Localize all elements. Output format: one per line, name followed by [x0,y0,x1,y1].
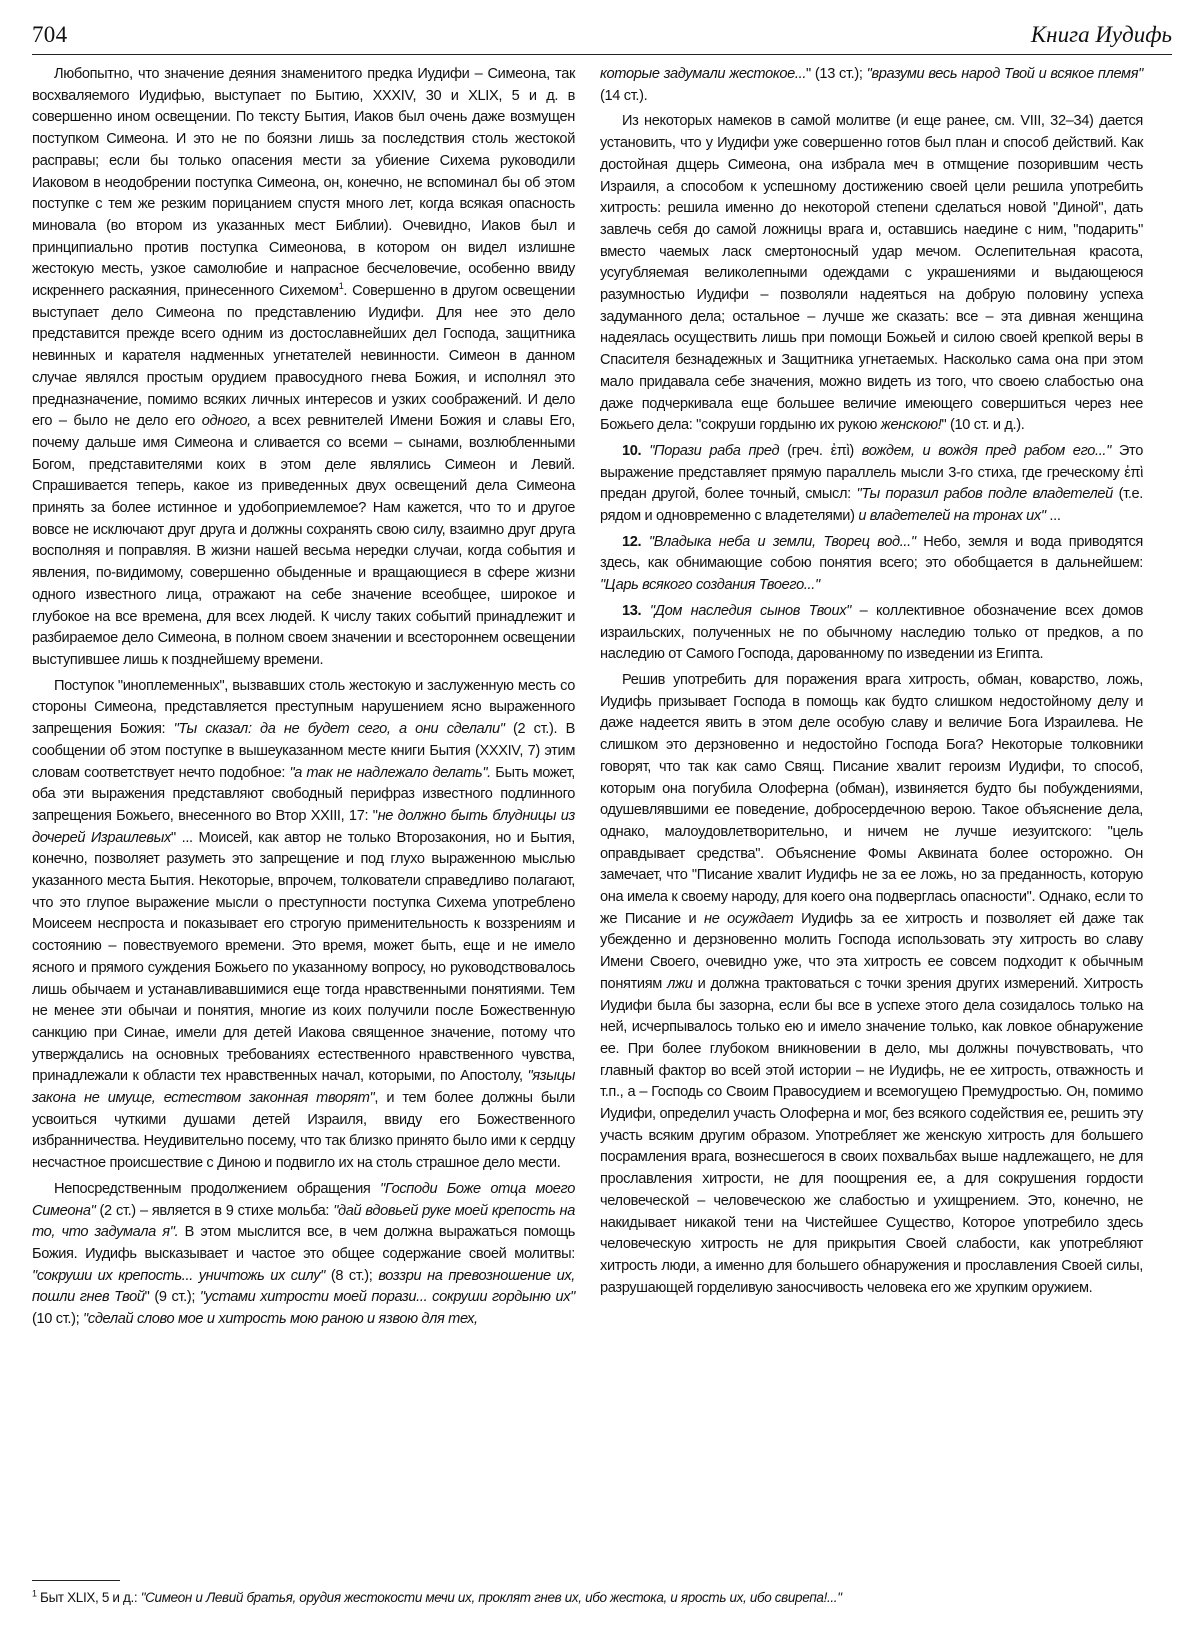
running-title: Книга Иудифь [1030,22,1172,47]
right-column [600,64,1143,1299]
page-number: 704 [32,22,68,47]
footnote-quote: "Симеон и Левий братья, орудия жестокости мечи их, проклят гнев их, ибо жестока, и ярость их, ибо свирепа!..." [140,1590,842,1605]
verse-commentary: 13. "Дом наследия сынов Твоих" – коллективное обозначение всех домов израильских, полученных не по обычному наследию только от предков, а по наследию от Самого Господа, дарованному по изведении из Египта. [600,602,1143,663]
paragraph: которые задумали жестокое..." (13 ст.); "вразуми весь народ Твой и всякое племя" (14 ст.). [600,66,1143,104]
footnote: $^1$ Быт XLIX, 5 и д.: "Симеон и Левий братья, орудия жестокости мечи их, проклят гнев их, ибо жестока, и ярость их, ибо свирепа!..." [32,1588,842,1605]
paragraph: Любопытно, что значение деяния знаменитого предка Иудифи – Симеона, так восхваляемого Иудифью, выступает по Бытию, XXXIV, 30 и XLIX, 5 и д. в совершенно ином освещении. По тексту Бытия, Иаков был очень даже возмущен поступком Симеона. И это не по боязни лишь за последствия столь жестокой расправы; если бы только опасения мести за убиение Сихема руководили Иаковом в неодобрении поступка Симеона, он, конечно, не вспоминал бы об этом поступке с тем же резким порицанием спустя много лет, когда всякая опасность миновала (во втором из указанных мест Библии). Очевидно, Иаков был и принципиально против поступка Симеонова, в котором он видел излишне жестокую месть, узкое самолюбие и напрасное бесчеловечие, особенно ввиду искреннего раскаяния, принесенного Сихемом$^1$. Совершенно в другом освещении выступает дело Симеона по представлению Иудифи. Для нее это дело представится прежде всего одним из достославнейших дел Господа, защитника невинных и карателя надменных угнетателей невинности. Симеон в данном случае являлся простым орудием правосудного гнева Божия, и исполнял это предназначение, помимо всяких личных интересов и узких соображений. И дело его – было не дело его одного, а всех ревнителей Имени Божия и славы Его, почему дальше имя Симеона и сливается со всеми – сынами, возлюбленными Богом, представителями коих в этом деле являлись Симеон и Левий. Спрашивается теперь, какое из приведенных двух освещений дела Симеона принять за более истинное и удобоприемлемое? Нам кажется, что то и другое вовсе не исключают друг друга и должны сохранять свою силу, взаимно друг друга восполняя и поправляя. В жизни нашей весьма нередки случаи, когда события и явления, по-видимому, совершенно обыденные и вращающиеся в сфере жизни одного известного лица, отражают на себе значение всеобщее, широкое и глубокое на все времена, для всех людей. К числу таких событий принадлежит и разбираемое дело Симеона, в полном своем значении и всестороннем освещении выступившее лишь к позднейшему времени. [32,66,575,668]
footnote-mark: 1 [32,1588,37,1599]
verse-commentary: 12. "Владыка неба и земли, Творец вод..." Небо, земля и вода приводятся здесь, как обнимающие собою понятия всего; это обобщается в дальнейшем: "Царь всякого создания Твоего..." [600,533,1143,594]
paragraph: Из некоторых намеков в самой молитве (и еще ранее, см. VIII, 32–34) дается установить, что у Иудифи уже совершенно готов был план и способ действий. Как достойная дщерь Симеона, она избрала меч в отмщение позорившим честь Израиля, а способом к успешному достижению своей цели решила употребить хитрость: решила именно до некоторой степени сделаться новой "Диной", дать завлечь себя до самой ложницы врага и, оставшись наедине с ним, "подарить" вместо чаемых ласк смертоносный удар мечом. Ослепительная красота, усугубляемая великолепными одеждами с украшениями и выдающеюся разумностью Иудифи – позволяли надеяться на добрую половину успеха задуманного дела; остальное – лучше же сказать: все – эта дивная женщина надеялась осуществить лишь при помощи Божьей и силою своей крепкой веры в Спасителя безнадежных и Защитника угнетаемых. Насколько сама она при этом мало придавала себе значения, можно видеть из того, что своею слабостью она даже подчеркивала еще большее величие имеющего совершиться через нее Божьего дела: "сокруши гордыню их рукою женскою!" (10 ст. и д.). [600,113,1143,434]
verse-commentary: 10. "Порази раба пред (греч. ἐπὶ) вождем, и вождя пред рабом его..." Это выражение представляет прямую параллель мысли 3-го стиха, где греческому ἐπὶ предан другой, более точный, смысл: "Ты поразил рабов подле владетелей (т.е. рядом и одновременно с владетелями) и владетелей на тронах их" ... [600,442,1143,525]
paragraph: Поступок "иноплеменных", вызвавших столь жестокую и заслуженную месть со стороны Симеона, представляется преступным нарушением ясно выраженного запрещения Божия: "Ты сказал: да не будет сего, а они сделали" (2 ст.). В сообщении об этом поступке в вышеуказанном месте книги Бытия (XXXIV, 7) этим словам соответствует нечто подобное: "а так не надлежало делать". Быть может, оба эти выражения представляют свободный перифраз известного подлинного запрещения Божьего, внесенного во Втор XXIII, 17: "не должно быть блудницы из дочерей Израилевых" ... Моисей, как автор не только Второзакония, но и Бытия, конечно, позволяет разуметь это запрещение и под глухо выраженною мыслью указанного места Бытия. Некоторые, впрочем, толкователи справедливо полагают, что это глупое выражение мысли о преступности поступка Сихема употреблено Моисеем неспроста и показывает его строгую применительность к воззрениям и состоянию – повествуемого времени. Это время, может быть, еще и не имело ясного и прямого суждения Божьего по указанному вопросу, но руководствовалось лишь обычаем и устанавливавшимися еще тогда нравственными понятиями. Тем не менее эти обычаи и понятия, многие из коих получили после Божественную санкцию при Синае, имели для детей Иакова священное значение, потому что утверждались на основных требованиях естественного нравственного чувства, принадлежали к области тех нравственных начал, которыми, по Апостолу, "языцы закона не имуще, естеством законная творят", и тем более должны были усвоиться чуткими душами детей Израиля, ввиду его Божественного избранничества. Неудивительно посему, что так близко принято было ими к сердцу несчастное происшествие с Диною и подвигло их на столь страшное дело мести. [32,677,576,1172]
paragraph: Решив употребить для поражения врага хитрость, обман, коварство, ложь, Иудифь призывает Господа в помощь как будто слишком недостойному делу и даже надеется явить в этом деле особую славу и величие Бога Израилева. Не слишком это дерзновенно и недостойно Господа Бога? Некоторые толковники говорят, что так как само Свящ. Писание хвалит героизм Иудифи, то способ, которым она погубила Олоферна (обман), извиняется будто бы побуждениями, одушевлявшими ее поведение, добросердечною верою. Такое объяснение дела, однако, малоудовлетворительно, и ничем не лучше иезуитского: "цель оправдывает средства". Объяснение Фомы Аквината более осторожно. Он замечает, что "Писание хвалит Иудифь не за ее ложь, но за преданность, которую она имела к своему народу, для коего она подверглась опасности". Однако, если то же Писание и не осуждает Иудифь за ее хитрость и позволяет ей даже так убежденно и дерзновенно молить Господа использовать эту хитрость во славу Имени Своего, очевидно уже, что эта хитрость ее совсем подходит к обычным понятиям лжи и должна трактоваться с точки зрения других измерений. Хитрость Иудифи была бы зазорна, если бы все в успехе этого дела созидалось только на ней, исчерпывалось только ею и имело значение только, как ловкое обнаружение ее. При более глубоком вникновении в дело, мы должны почувствовать, что главный фактор во всей этой истории – не Иудифь, не ее хитрость, отважность и т.п., а – Господь со Своим Правосудием и всемогущею Премудростью. Он, помимо Иудифи, определил участь Олоферна и мог, без всякого содействия ее, решить эту участь всяким другим образом. Употребляет же женскую хитрость для большего посрамления врага, вознесшегося в своих похвальбах выше надлежащего, не для прославления хитрости, не для поощрения ее, а для сокрушения гордости человеческой – человеческою же слабостью и ухищрением. Это, конечно, не накидывает никакой тени на Чистейшее Существо, Которое употребило здесь человеческую хитрость не для прикрытия Своей слабости, как употребляют хитрость люди, а именно для большего обнаружения и прославления Своей силы, разрушающей горделивую заносчивость человека его же хрупким оружием. [600,671,1144,1296]
footnote-divider [32,1580,120,1581]
verse-number: 10. [622,442,642,459]
verse-number: 12. [622,533,642,550]
page-header [32,20,1172,55]
left-column [32,64,575,1331]
paragraph: Непосредственным продолжением обращения "Господи Боже отца моего Симеона" (2 ст.) – является в 9 стихе мольба: "дай вдовьей руке моей крепость на то, что задумала я". В этом мыслится все, в чем должна выражаться помощь Божия. Иудифь высказывает и частое это общее содержание своей молитвы: "сокруши их крепость... уничтожь их силу" (8 ст.); воззри на превозношение их, пошли гнев Твой" (9 ст.); "устами хитрости моей порази... сокруши гордыню их" (10 ст.); "сделай слово мое и хитрость мою раною и язвою для тех, [32,1180,576,1328]
footnote-ref[interactable]: 1 [338,281,344,292]
verse-number: 13. [622,602,642,619]
